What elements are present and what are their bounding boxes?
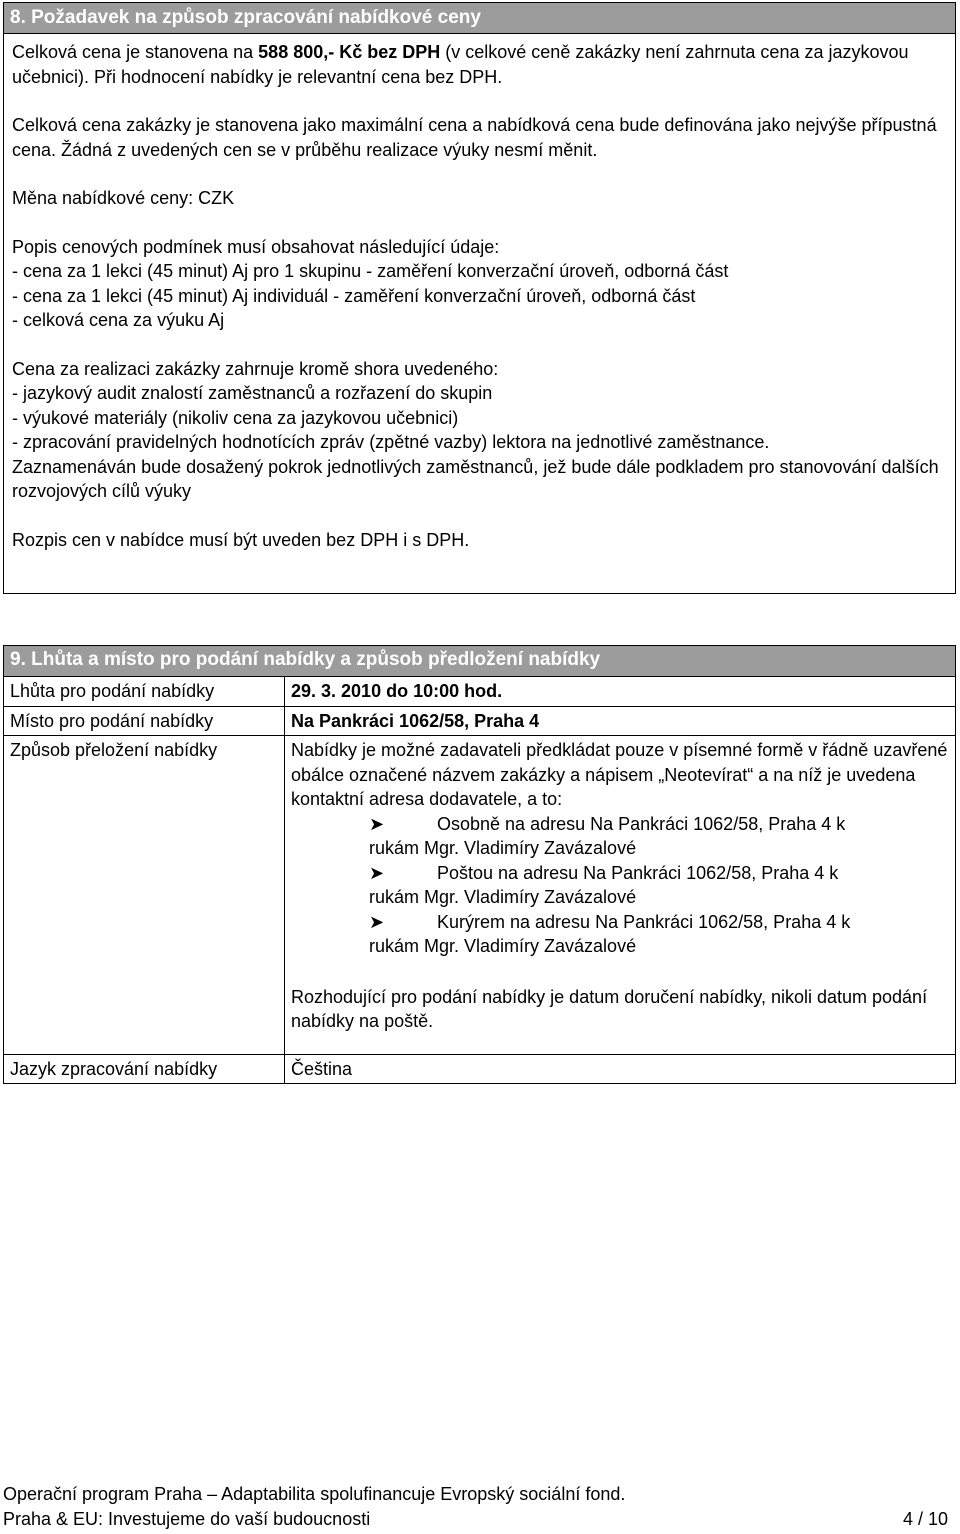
place-label: Místo pro podání nabídky: [4, 706, 285, 736]
footer-slogan: Praha & EU: Investujeme do vaší budoucnosti: [3, 1509, 371, 1529]
total-price: 588 800,- Kč bez DPH: [258, 42, 441, 62]
arrow-bullet-icon: ➤: [369, 813, 385, 834]
page-number: 4 / 10: [902, 1509, 948, 1529]
price-includes-line: Cena za realizaci zakázky zahrnuje kromě shora uvedeného:: [12, 358, 499, 379]
footer-program: Operační program Praha – Adaptabilita spolufinancuje Evropský sociální fond.: [3, 1484, 626, 1504]
arrow-bullet-icon: ➤: [369, 911, 385, 932]
price-paragraph: Celková cena je stanovena na 588 800,- Kč bez DPH (v celkové ceně zakázky není zahrnuta cena za jazykovou učebnici). Při hodnocení nabídky je relevantní cena bez DPH.: [12, 42, 909, 87]
price-conditions-line: Popis cenových podmínek musí obsahovat následující údaje:: [12, 236, 500, 257]
price-includes-line: - jazykový audit znalostí zaměstnanců a rozřazení do skupin: [12, 383, 493, 403]
price-includes-line: - výukové materiály (nikoliv cena za jazykovou učebnici): [12, 407, 459, 428]
price-includes-line: Zaznamenáván bude dosažený pokrok jednotlivých zaměstnanců, jež bude dále podkladem pro stanovování dalších rozvojových cílů výuky: [12, 456, 939, 501]
price-conditions-line: - celková cena za výuku Aj: [12, 310, 225, 330]
price-conditions-line: - cena za 1 lekci (45 minut) Aj pro 1 skupinu - zaměření konverzační úroveň, odborná část: [12, 261, 729, 281]
max-price-paragraph: Celková cena zakázky je stanovena jako maximální cena a nabídková cena bude definována jako nejvýše přípustná cena. Žádná z uvedených cen se v průběhu realizace výuky nesmí měnit.: [12, 115, 937, 160]
footer-line: [3, 1509, 948, 1530]
method-text: Nabídky je možné zadavateli předkládat pouze v písemné formě v řádně uzavřené obálce označené názvem zakázky a nápisem „Neotevírat“ a na níž je uvedena kontaktní adresa dodavatele, a to:: [291, 740, 948, 809]
list-item: ➤ Kurýrem na adresu Na Pankráci 1062/58, Praha 4 k rukám Mgr. Vladimíry Zavázalové: [369, 911, 851, 956]
price-includes-line: - zpracování pravidelných hodnotících zpráv (zpětné vazby) lektora na jednotlivé zaměstnance.: [12, 432, 770, 452]
price-conditions-line: - cena za 1 lekci (45 minut) Aj individuál - zaměření konverzační úroveň, odborná část: [12, 285, 696, 306]
place-value: Na Pankráci 1062/58, Praha 4: [285, 706, 956, 736]
section-8-heading: 8. Požadavek na způsob zpracování nabídkové ceny: [4, 3, 955, 34]
method-note: Rozhodující pro podání nabídky je datum doručení nabídky, nikoli datum podání nabídky na poště.: [291, 986, 928, 1031]
section-8-body: [4, 34, 955, 552]
vat-paragraph: Rozpis cen v nabídce musí být uveden bez DPH i s DPH.: [12, 529, 470, 550]
deadline-label: Lhůta pro podání nabídky: [4, 677, 285, 707]
language-value: Čeština: [285, 1054, 956, 1084]
arrow-bullet-icon: ➤: [369, 862, 385, 883]
language-label: Jazyk zpracování nabídky: [4, 1054, 285, 1084]
list-item: ➤ Poštou na adresu Na Pankráci 1062/58, Praha 4 k rukám Mgr. Vladimíry Zavázalové: [369, 862, 839, 907]
deadline-value: 29. 3. 2010 do 10:00 hod.: [285, 677, 956, 707]
list-item: ➤ Osobně na adresu Na Pankráci 1062/58, Praha 4 k rukám Mgr. Vladimíry Zavázalové: [369, 813, 846, 858]
section-9-table: [3, 645, 956, 1084]
section-8-box: [3, 2, 956, 594]
section-9-heading: 9. Lhůta a místo pro podání nabídky a způsob předložení nabídky: [4, 646, 956, 677]
currency-paragraph: Měna nabídkové ceny: CZK: [12, 188, 235, 208]
method-cell: [285, 736, 956, 1055]
method-label: Způsob přeložení nabídky: [4, 736, 285, 1055]
